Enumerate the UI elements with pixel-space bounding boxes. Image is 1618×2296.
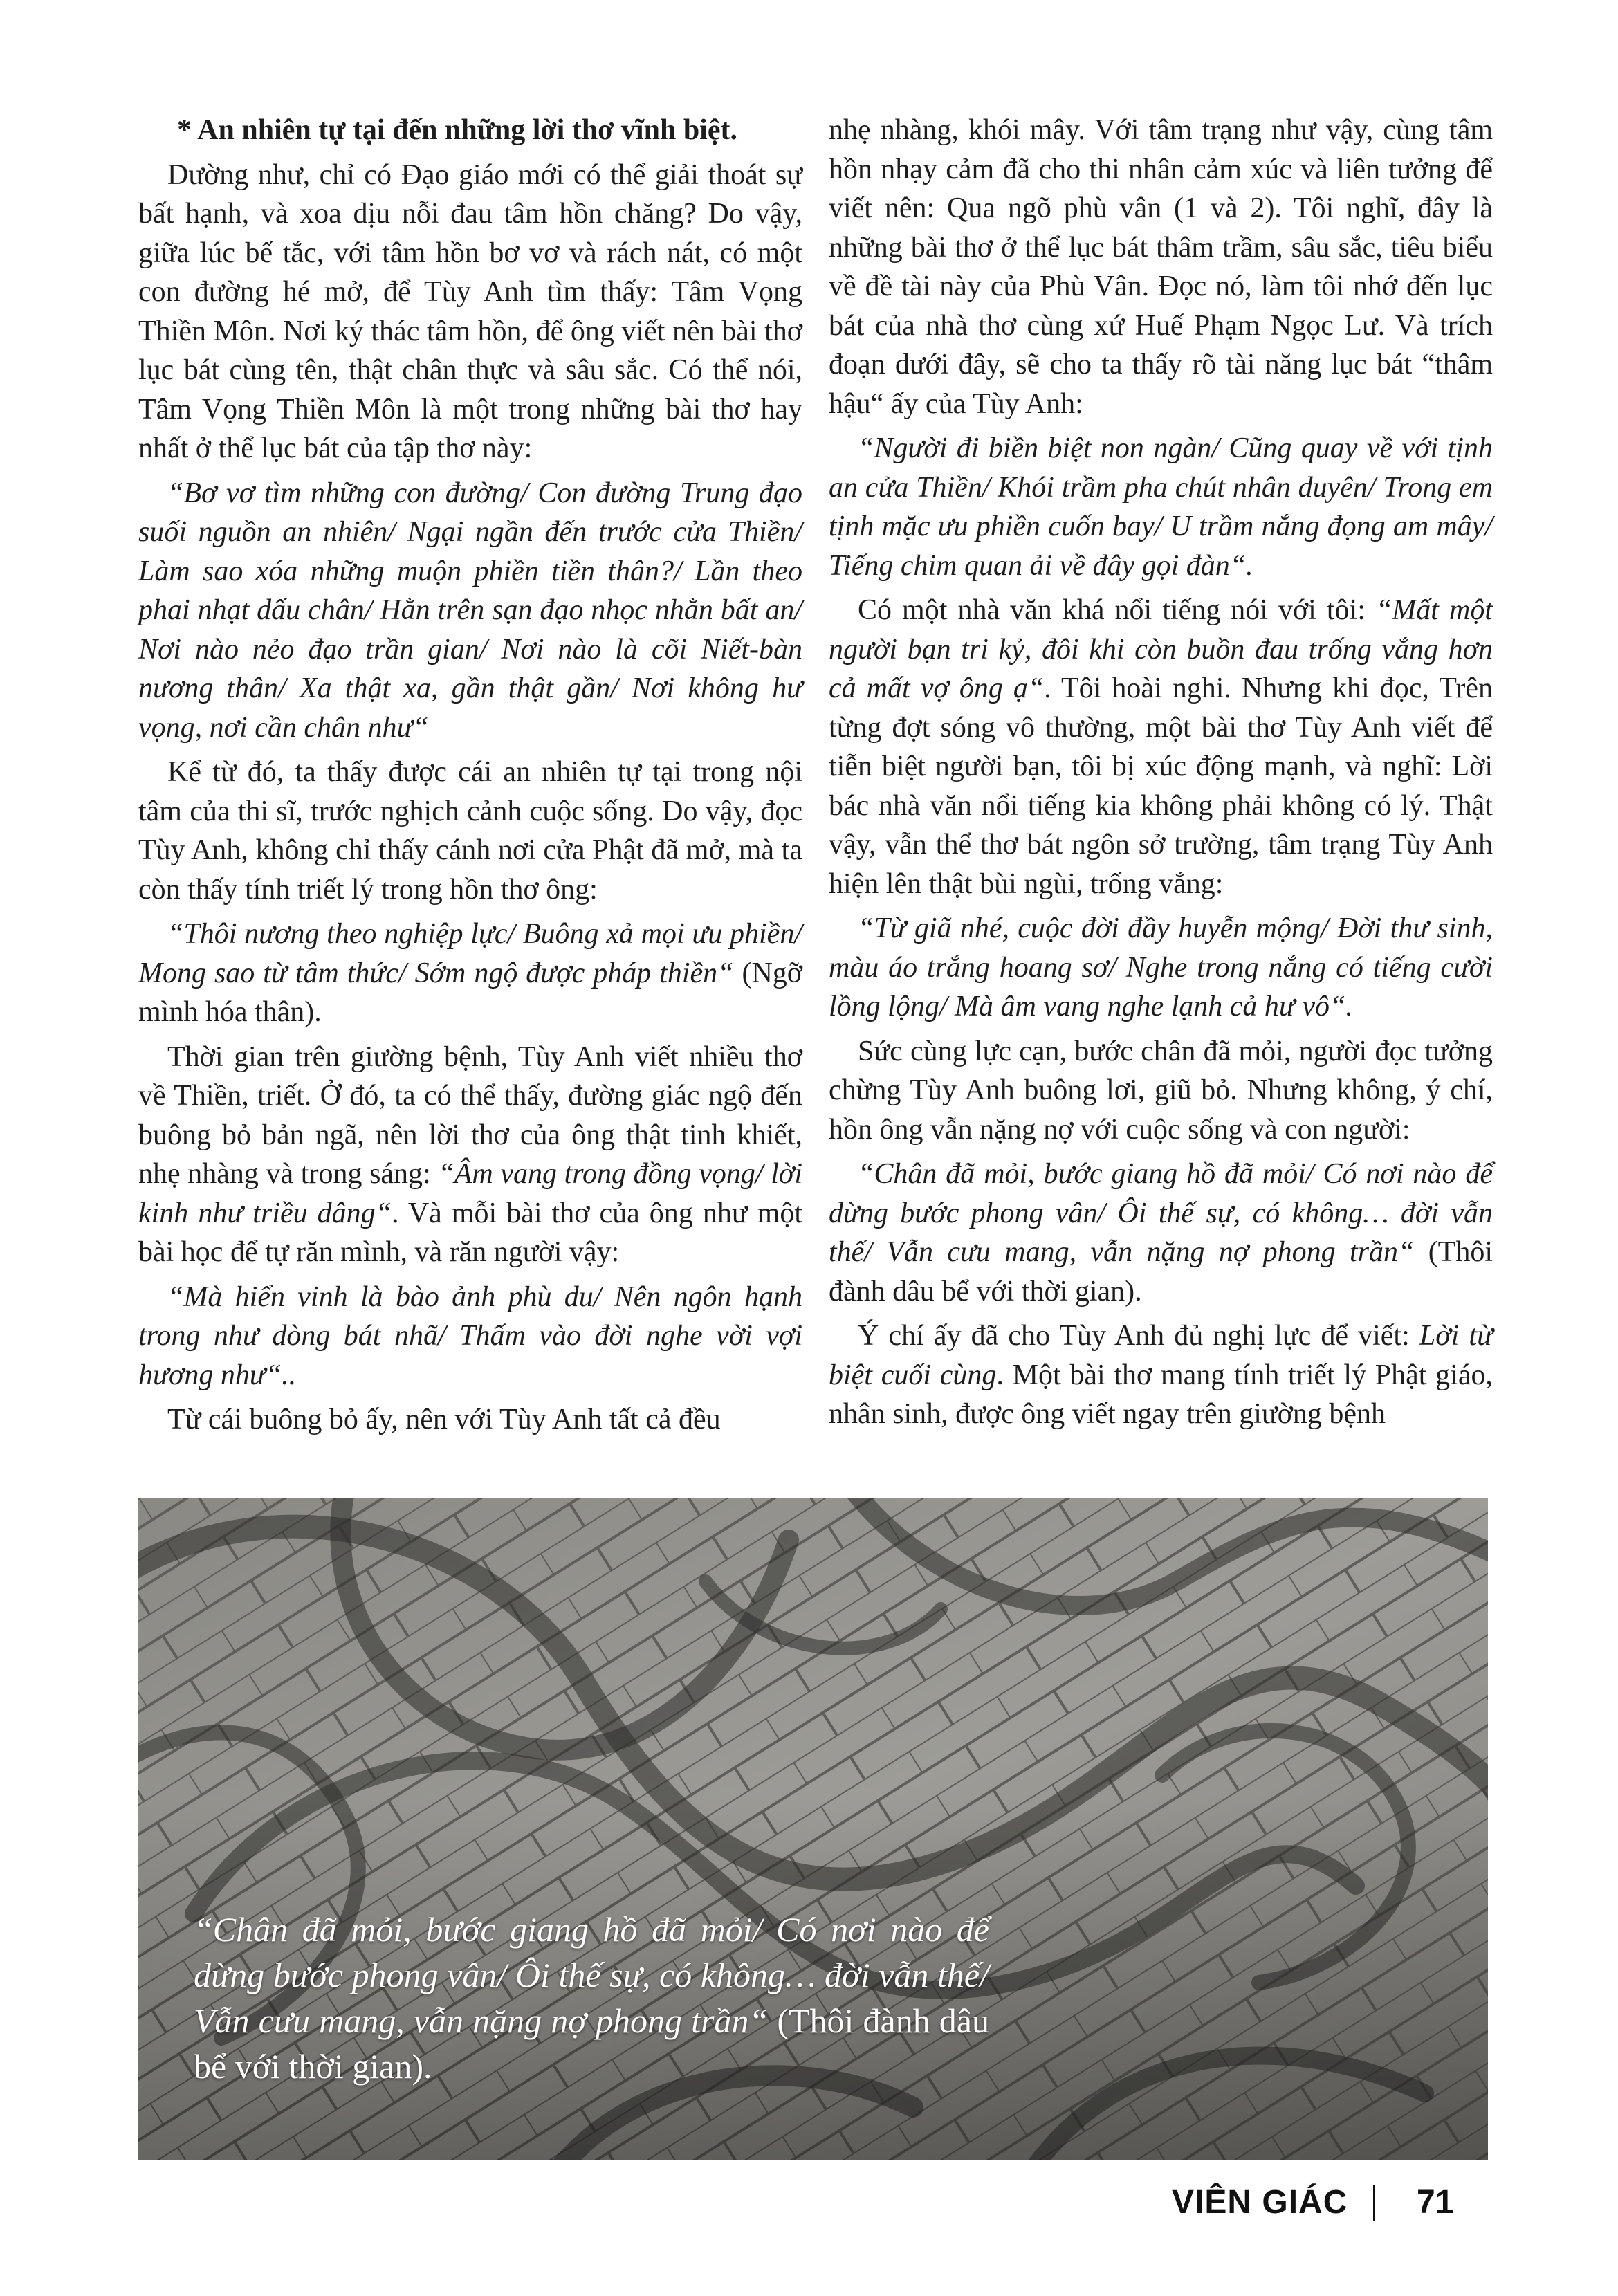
photo-caption <box>194 1907 989 2089</box>
footer-divider <box>1373 2185 1375 2221</box>
poem-title: Lời từ biệt cuối cùng <box>829 1320 1493 1391</box>
caption-source: (Thôi đành dâu bể với thời gian). <box>194 2001 989 2086</box>
inline-quote: “Âm vang trong đồng vọng/ lời kinh như triều dâng“ <box>138 1158 802 1229</box>
paragraph-text: Có một nhà văn khá nổi tiếng nói với tôi: <box>858 594 1376 626</box>
page-number: 71 <box>1417 2184 1454 2221</box>
right-column <box>829 111 1493 1440</box>
magazine-name: VIÊN GIÁC <box>1172 2184 1348 2221</box>
poem-quote: “Mà hiển vinh là bào ảnh phù du/ Nên ngôn hạnh trong như dòng bát nhã/ Thấm vào đời nghe vời vợi hương như“.. <box>138 1280 802 1391</box>
paragraph <box>829 591 1493 903</box>
page-footer <box>1134 2178 1494 2226</box>
poem-quote: “Người đi biền biệt non ngàn/ Cũng quay về với tịnh an cửa Thiền/ Khói trầm pha chút nhân duyên/ Trong em tịnh mặc ưu phiền cuốn bay/ U trầm nắng đọng am mây/ Tiếng chim quan ải về đây gọi đàn“. <box>829 432 1493 582</box>
paragraph: Từ cái buông bỏ ấy, nên với Tùy Anh tất cả đều <box>167 1404 721 1435</box>
paragraph: Sức cùng lực cạn, bước chân đã mỏi, người đọc tưởng chừng Tùy Anh buông lơi, giũ bỏ. Nhưng không, ý chí, hồn ông vẫn nặng nợ với cuộc sống và con người: <box>829 1035 1493 1146</box>
inline-quote: “Mất một người bạn tri kỷ, đôi khi còn buồn đau trống vắng hơn cả mất vợ ông ạ“ <box>829 594 1493 704</box>
poem-quote-text: “Thôi nương theo nghiệp lực/ Buông xả mọi ưu phiền/ Mong sao từ tâm thức/ Sớm ngộ được pháp thiền“ <box>138 918 802 989</box>
poem-quote: “Từ giã nhé, cuộc đời đầy huyễn mộng/ Đời thư sinh, màu áo trắng hoang sơ/ Nghe trong nắng có tiếng cười lồng lộng/ Mà âm vang nghe lạnh cả hư vô“. <box>829 912 1493 1022</box>
caption-quote: “Chân đã mỏi, bước giang hồ đã mỏi/ Có nơi nào để dừng bước phong vân/ Ôi thế sự, có không… đời vẫn thế/ Vẫn cưu mang, vẫn nặng nợ phong trần“ <box>194 1910 989 2040</box>
paragraph-text: Ý chí ấy đã cho Tùy Anh đủ nghị lực để viết: <box>858 1320 1419 1352</box>
left-column <box>138 111 802 1445</box>
poem-quote-text: “Chân đã mỏi, bước giang hồ đã mỏi/ Có nơi nào để dừng bước phong vân/ Ôi thế sự, có không… đời vẫn thế/ Vẫn cưu mang, vẫn nặng nợ phong trần“ <box>829 1158 1493 1268</box>
paragraph-text: . Và mỗi bài thơ của ông như một bài học để tự răn mình, và răn người vậy: <box>138 1197 802 1268</box>
pavement-shadow-photo <box>138 1498 1488 2160</box>
paragraph: Dường như, chỉ có Đạo giáo mới có thể giải thoát sự bất hạnh, và xoa dịu nỗi đau tâm hồn chăng? Do vậy, giữa lúc bế tắc, với tâm hồn bơ vơ và rách nát, có một con đường hé mở, để Tùy Anh tìm thấy: Tâm Vọng Thiền Môn. Nơi ký thác tâm hồn, để ông viết nên bài thơ lục bát cùng tên, thật chân thực và sâu sắc. Có thể nói, Tâm Vọng Thiền Môn là một trong những bài thơ hay nhất ở thể lục bát của tập thơ này: <box>138 158 802 464</box>
poem-quote <box>829 1155 1493 1311</box>
poem-quote: “Bơ vơ tìm những con đường/ Con đường Trung đạo suối nguồn an nhiên/ Ngại ngần đến trước cửa Thiền/ Làm sao xóa những muộn phiền tiền thân?/ Lần theo phai nhạt dấu chân/ Hằn trên sạn đạo nhọc nhằn bất an/ Nơi nào nẻo đạo trần gian/ Nơi nào là cõi Niết-bàn nương thân/ Xa thật xa, gần thật gần/ Nơi không hư vọng, nơi cần chân như“ <box>138 477 802 744</box>
paragraph-text: . Tôi hoài nghi. Nhưng khi đọc, Trên từng đợt sóng vô thường, một bài thơ Tùy Anh viết để tiễn biệt người bạn, tôi bị xúc động mạnh, và nghĩ: Lời bác nhà văn nổi tiếng kia không phải không có lý. Thật vậy, vẫn thể thơ bát ngôn sở trường, tâm trạng Tùy Anh hiện lên thật bùi ngùi, trống vắng: <box>829 672 1493 900</box>
poem-source: (Ngỡ mình hóa thân). <box>138 957 803 1028</box>
paragraph: Kể từ đó, ta thấy được cái an nhiên tự tại trong nội tâm của thi sĩ, trước nghịch cảnh cuộc sống. Do vậy, đọc Tùy Anh, không chỉ thấy cánh nơi cửa Phật đã mở, mà ta còn thấy tính triết lý trong hồn thơ ông: <box>138 756 802 906</box>
poem-quote <box>138 915 802 1032</box>
paragraph-text: Thời gian trên giường bệnh, Tùy Anh viết nhiều thơ về Thiền, triết. Ở đó, ta có thể thấy, đường giác ngộ đến buông bỏ bản ngã, nên lời thơ của ông thật tinh khiết, nhẹ nhàng và trong sáng: <box>138 1040 802 1190</box>
paragraph <box>138 1038 802 1272</box>
section-heading: * An nhiên tự tại đến những lời thơ vĩnh biệt. <box>177 114 737 146</box>
paragraph <box>829 1316 1493 1434</box>
poem-source: (Thôi đành dâu bể với thời gian). <box>829 1236 1493 1307</box>
paragraph: nhẹ nhàng, khói mây. Với tâm trạng như vậy, cùng tâm hồn nhạy cảm đã cho thi nhân cảm xúc và liên tưởng để viết nên: Qua ngõ phù vân (1 và 2). Tôi nghĩ, đây là những bài thơ ở thể lục bát thâm trầm, sâu sắc, tiêu biểu về đề tài này của Phù Vân. Đọc nó, làm tôi nhớ đến lục bát của nhà thơ cùng xứ Huế Phạm Ngọc Lư. Và trích đoạn dưới đây, sẽ cho ta thấy rõ tài năng lục bát “thâm hậu“ ấy của Tùy Anh: <box>829 114 1493 420</box>
paragraph-text: . Một bài thơ mang tính triết lý Phật giáo, nhân sinh, được ông viết ngay trên giường bệnh <box>829 1359 1493 1430</box>
